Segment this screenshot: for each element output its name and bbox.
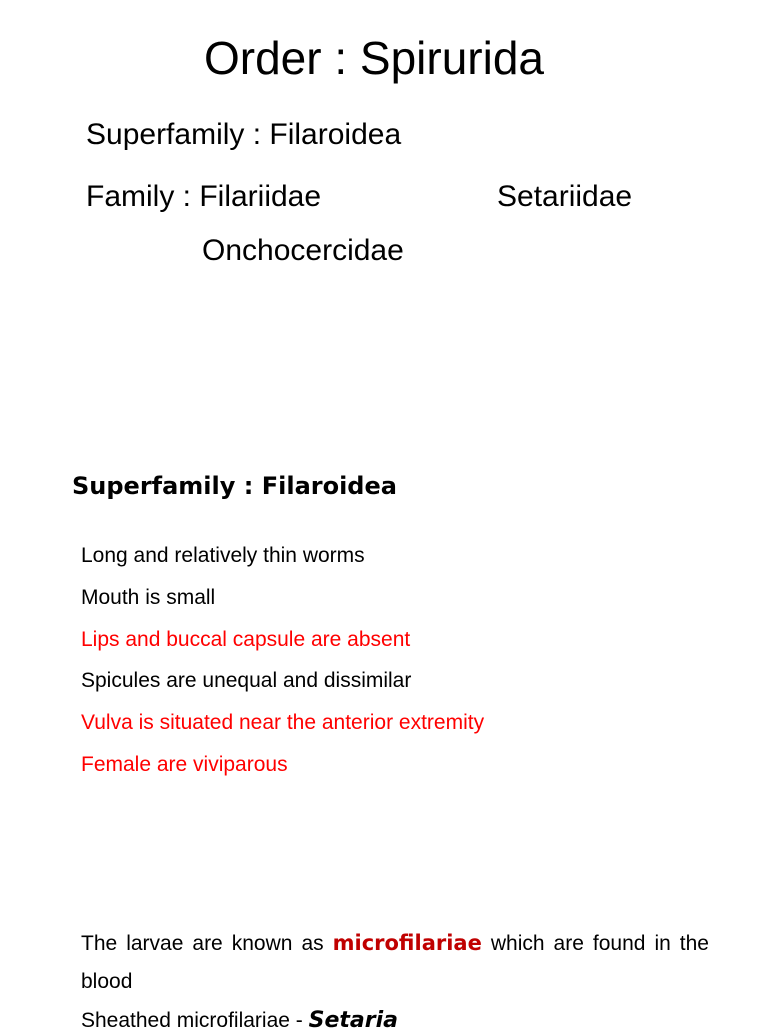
list-item: Long and relatively thin worms: [81, 544, 365, 567]
sheathed-label: Sheathed microfilariae -: [81, 1009, 309, 1032]
list-item: Lips and buccal capsule are absent: [81, 628, 411, 651]
larvae-text-start: The larvae are known as: [81, 932, 333, 955]
list-item: Vulva is situated near the anterior extremity: [81, 711, 485, 734]
list-item: Female are viviparous: [81, 753, 288, 776]
microfilariae-highlight: microfilariae: [332, 931, 482, 955]
family-onchocercidae: Onchocercidae: [202, 234, 404, 267]
family-setariidae: Setariidae: [497, 180, 633, 213]
setaria-genus: Setaria: [308, 1008, 398, 1033]
larvae-text-end: which are found in the blood: [81, 932, 709, 993]
section-heading: Superfamily : Filaroidea: [72, 472, 397, 500]
list-item: Spicules are unequal and dissimilar: [81, 669, 412, 692]
family-filariidae: Family : Filariidae: [86, 180, 322, 213]
superfamily-line: Superfamily : Filaroidea: [86, 118, 402, 151]
slide-title: Order : Spirurida: [203, 32, 544, 84]
list-item: Mouth is small: [81, 586, 216, 609]
larvae-paragraph: [81, 924, 709, 1001]
sheathed-line: [81, 1008, 398, 1034]
